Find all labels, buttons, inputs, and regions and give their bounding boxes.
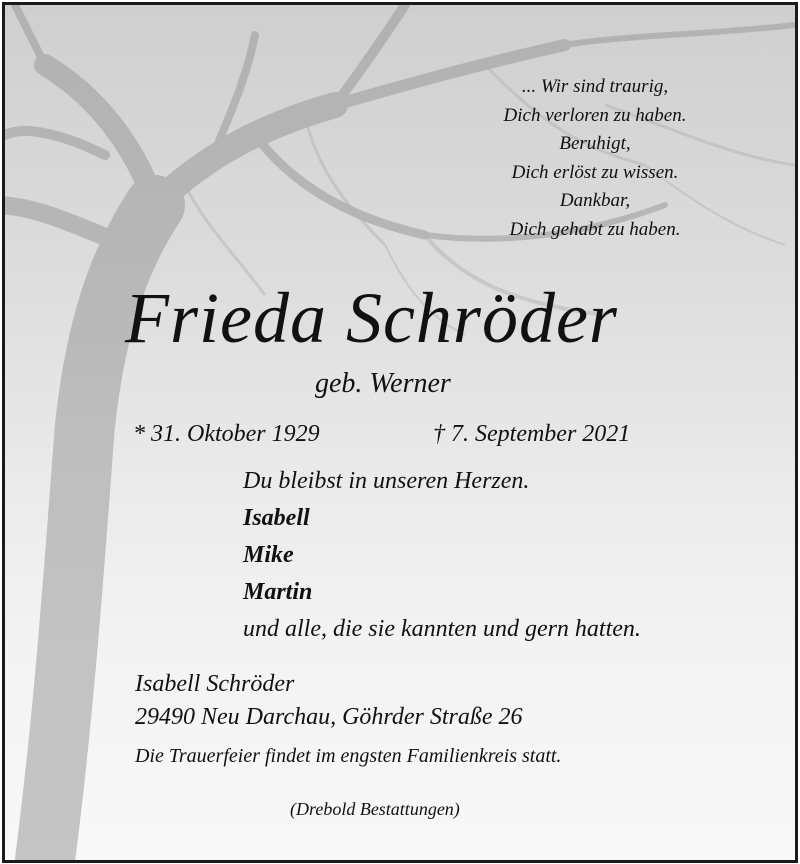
undertaker: (Drebold Bestattungen) (290, 799, 460, 819)
maiden-name: geb. Werner (315, 368, 451, 399)
poem-line: Dich erlöst zu wissen. (511, 161, 679, 183)
birth-date: * 31. Oktober 1929 (133, 421, 320, 447)
mourner-name: Martin (243, 579, 313, 605)
contact-name: Isabell Schröder (135, 671, 295, 697)
obituary-card (2, 2, 798, 863)
poem-line: Dich verloren zu haben. (503, 104, 687, 126)
poem-line: Beruhigt, (559, 133, 631, 154)
farewell-line: Du bleibst in unseren Herzen. (243, 468, 530, 494)
poem (475, 73, 715, 244)
deceased-name: Frieda Schröder (125, 278, 618, 358)
mourners-message (243, 463, 641, 648)
contact-address (135, 668, 523, 734)
funeral-note: Die Trauerfeier findet im engsten Familienkreis statt. (135, 745, 562, 767)
death-date: † 7. September 2021 (433, 421, 631, 447)
mourner-name: Mike (243, 542, 294, 568)
contact-street: 29490 Neu Darchau, Göhrder Straße 26 (135, 704, 523, 730)
poem-line: ... Wir sind traurig, (521, 76, 669, 97)
closing-line: und alle, die sie kannten und gern hatten. (243, 616, 641, 642)
poem-line: Dankbar, (559, 190, 631, 211)
poem-line: Dich gehabt zu haben. (509, 218, 681, 240)
mourner-name: Isabell (243, 505, 310, 531)
